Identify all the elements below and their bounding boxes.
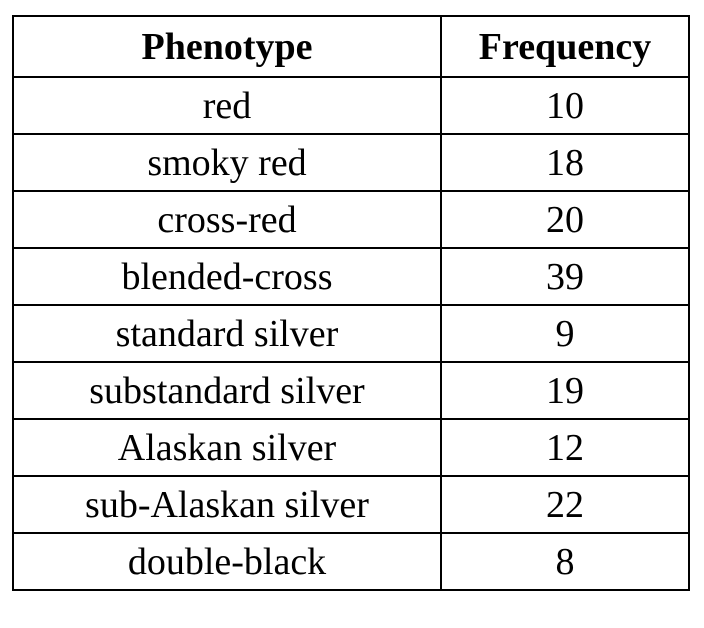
table-row (13, 77, 689, 134)
frequency-cell: 10 (441, 77, 689, 134)
phenotype-cell: blended-cross (13, 248, 441, 305)
table-row (13, 191, 689, 248)
phenotype-frequency-table (12, 15, 690, 591)
table-row (13, 476, 689, 533)
table-row (13, 248, 689, 305)
phenotype-cell: smoky red (13, 134, 441, 191)
frequency-cell: 20 (441, 191, 689, 248)
phenotype-cell: Alaskan silver (13, 419, 441, 476)
phenotype-cell: sub-Alaskan silver (13, 476, 441, 533)
phenotype-cell: double-black (13, 533, 441, 590)
frequency-cell: 39 (441, 248, 689, 305)
phenotype-cell: standard silver (13, 305, 441, 362)
table-header-row (13, 16, 689, 77)
header-phenotype: Phenotype (13, 16, 441, 77)
frequency-cell: 19 (441, 362, 689, 419)
table-row (13, 134, 689, 191)
phenotype-cell: cross-red (13, 191, 441, 248)
table-row (13, 362, 689, 419)
table-row (13, 533, 689, 590)
phenotype-cell: red (13, 77, 441, 134)
table-row (13, 305, 689, 362)
table-row (13, 419, 689, 476)
frequency-cell: 12 (441, 419, 689, 476)
frequency-cell: 22 (441, 476, 689, 533)
frequency-cell: 18 (441, 134, 689, 191)
frequency-cell: 8 (441, 533, 689, 590)
header-frequency: Frequency (441, 16, 689, 77)
frequency-cell: 9 (441, 305, 689, 362)
phenotype-cell: substandard silver (13, 362, 441, 419)
